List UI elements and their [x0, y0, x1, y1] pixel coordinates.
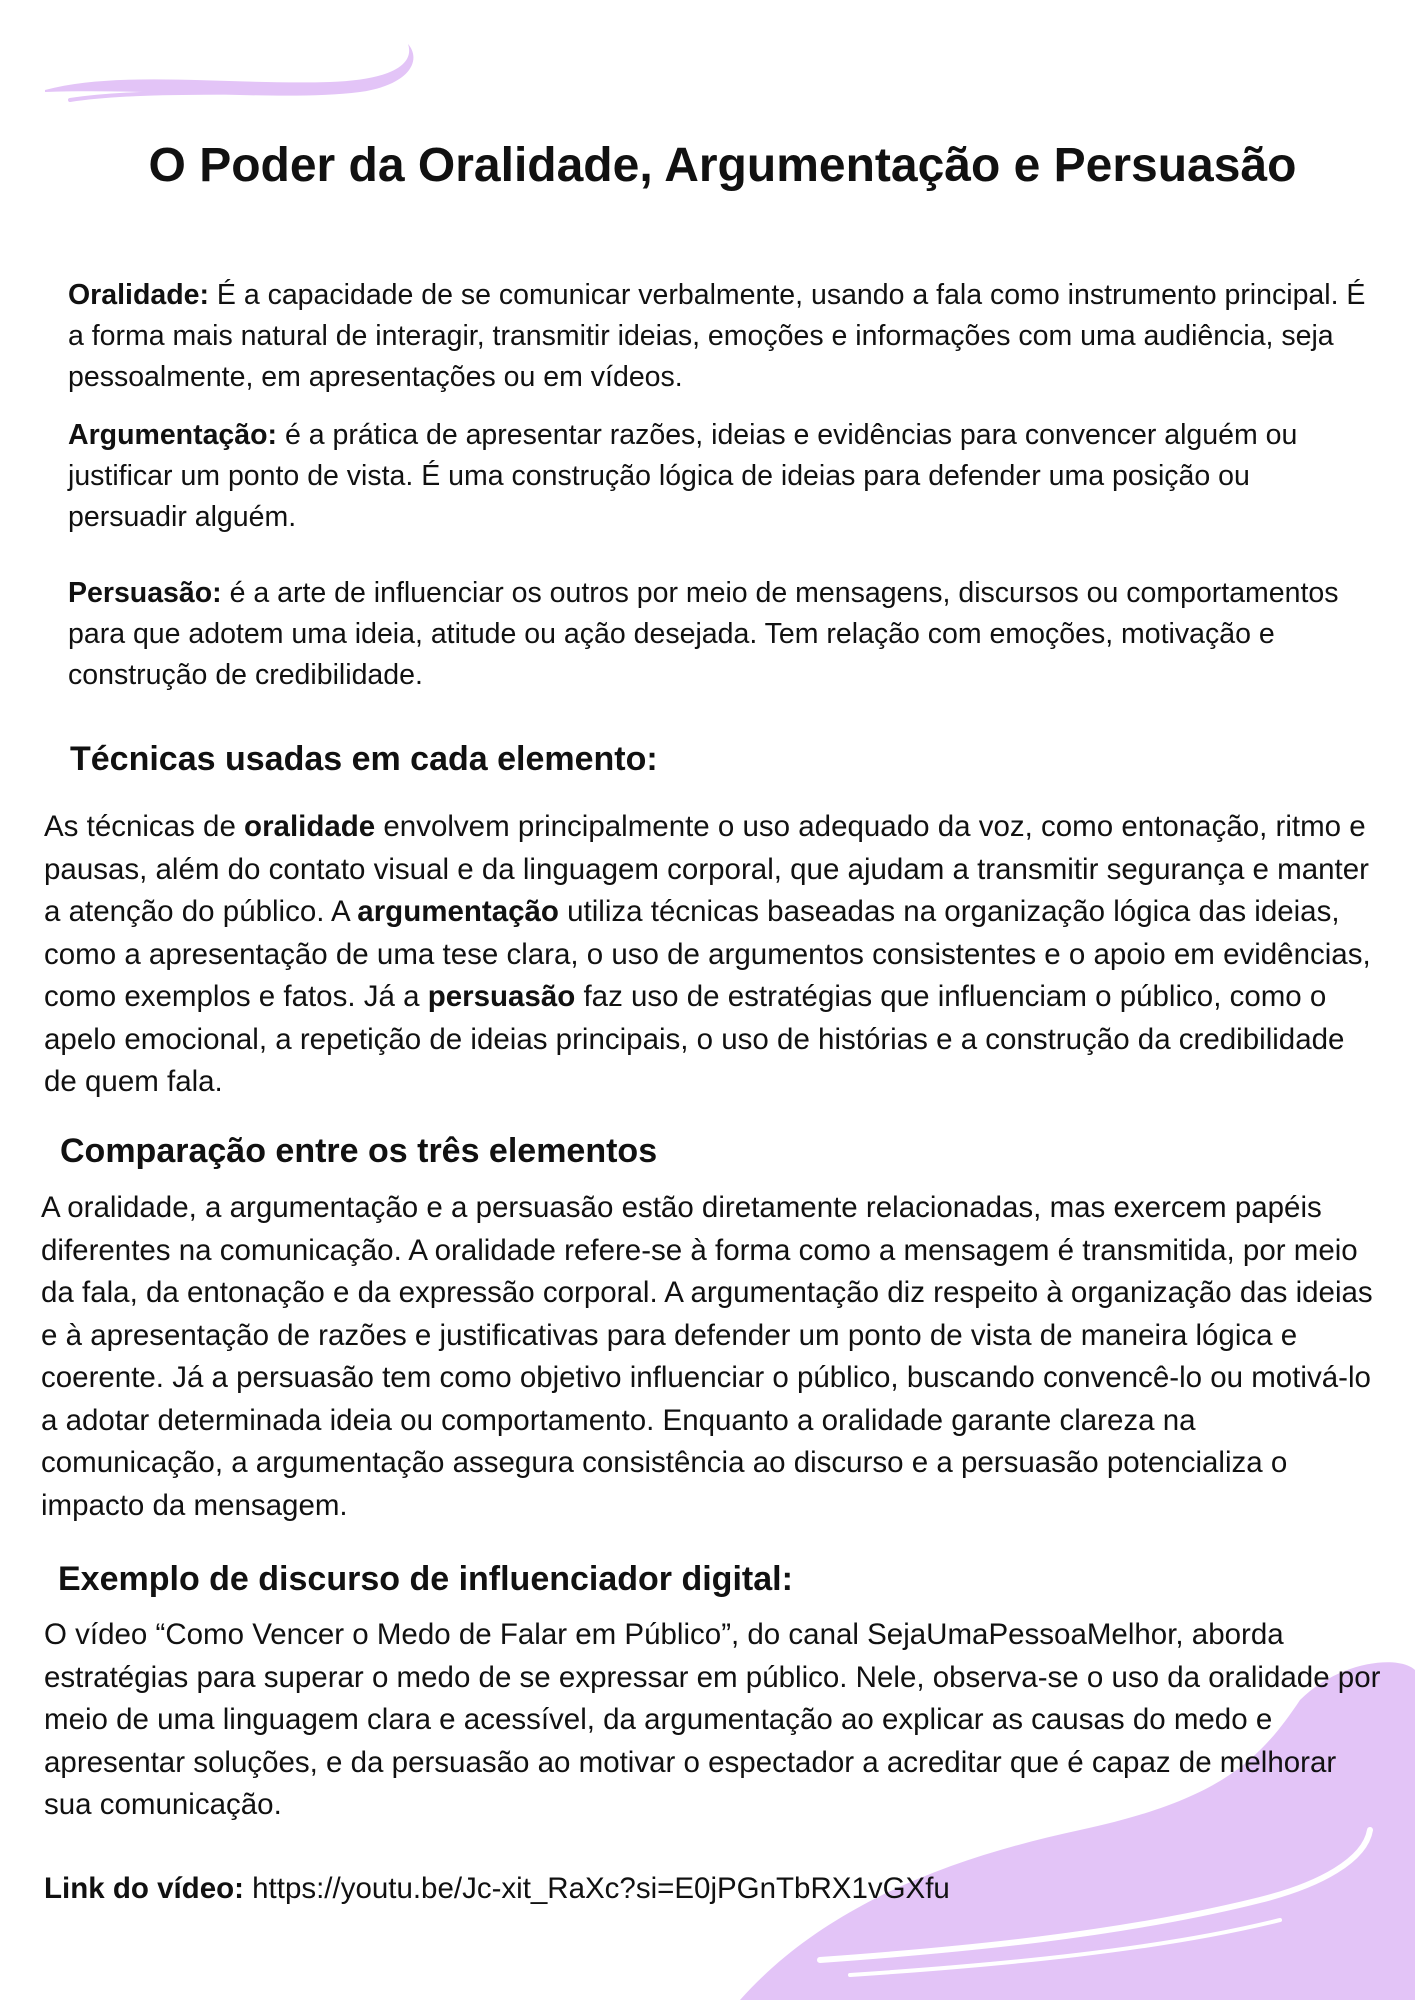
heading-tecnicas: Técnicas usadas em cada elemento: — [70, 740, 658, 778]
definition-text: É a capacidade de se comunicar verbalmente, usando a fala como instrumento principal. É a forma mais natural de interagir, transmitir ideias, emoções e informações com uma audiência, seja pessoalmente, em apresentações ou em vídeos. — [68, 279, 1366, 393]
definition-term: Oralidade: — [68, 279, 209, 311]
definition-argumentacao — [68, 415, 1368, 538]
definition-oralidade — [68, 275, 1368, 398]
video-link-line — [44, 1872, 950, 1906]
page-title: O Poder da Oralidade, Argumentação e Persuasão — [148, 139, 1297, 192]
bold-persuasao: persuasão — [427, 980, 576, 1013]
bold-argumentacao: argumentação — [357, 895, 559, 928]
heading-exemplo: Exemplo de discurso de influenciador digital: — [58, 1560, 793, 1598]
paragraph-comparacao: A oralidade, a argumentação e a persuasão estão diretamente relacionadas, mas exercem papéis diferentes na comunicação. A oralidade refere-se à forma como a mensagem é transmitida, por meio da fala, da entonação e da expressão corporal. A argumentação diz respeito à organização das ideias e à apresentação de razões e justificativas para defender um ponto de vista de maneira lógica e coerente. Já a persuasão tem como objetivo influenciar o público, buscando convencê-lo ou motivá-lo a adotar determinada ideia ou comportamento. Enquanto a oralidade garante clareza na comunicação, a argumentação assegura consistência ao discurso e a persuasão potencializa o impacto da mensagem. — [41, 1191, 1373, 1522]
definition-term: Persuasão: — [68, 577, 222, 609]
paragraph-exemplo: O vídeo “Como Vencer o Medo de Falar em Público”, do canal SejaUmaPessoaMelhor, aborda estratégias para superar o medo de se expressar em público. Nele, observa-se o uso da oralidade por meio de uma linguagem clara e acessível, da argumentação ao explicar as causas do medo e apresentar soluções, e da persuasão ao motivar o espectador a acreditar que é capaz de melhorar sua comunicação. — [44, 1618, 1381, 1821]
link-label: Link do vídeo: — [44, 1872, 244, 1905]
definition-persuasao — [68, 573, 1368, 696]
video-link[interactable]: https://youtu.be/Jc-xit_RaXc?si=E0jPGnTbRX1vGXfu — [243, 1872, 950, 1905]
heading-comparacao: Comparação entre os três elementos — [60, 1132, 658, 1170]
definition-term: Argumentação: — [68, 419, 278, 451]
bold-oralidade: oralidade — [244, 810, 376, 843]
paragraph-tecnicas: As técnicas de oralidade envolvem principalmente o uso adequado da voz, como entonação, ritmo e pausas, além do contato visual e da linguagem corporal, que ajudam a transmitir segurança e manter a atenção do público. A argumentação utiliza técnicas baseadas na organização lógica das ideias, como a apresentação de uma tese clara, o uso de argumentos consistentes e o apoio em evidências, como exemplos e fatos. Já a persuasão faz uso de estratégias que influenciam o público, como o apelo emocional, a repetição de ideias principais, o uso de histórias e a construção da credibilidade de quem fala. — [44, 810, 1371, 1098]
definition-text: é a prática de apresentar razões, ideias e evidências para convencer alguém ou justificar um ponto de vista. É uma construção lógica de ideias para defender uma posição ou persuadir alguém. — [68, 419, 1298, 533]
top-swoosh-decoration — [30, 30, 430, 110]
definition-text: é a arte de influenciar os outros por meio de mensagens, discursos ou comportamentos para que adotem uma ideia, atitude ou ação desejada. Tem relação com emoções, motivação e construção de credibilidade. — [68, 577, 1339, 691]
